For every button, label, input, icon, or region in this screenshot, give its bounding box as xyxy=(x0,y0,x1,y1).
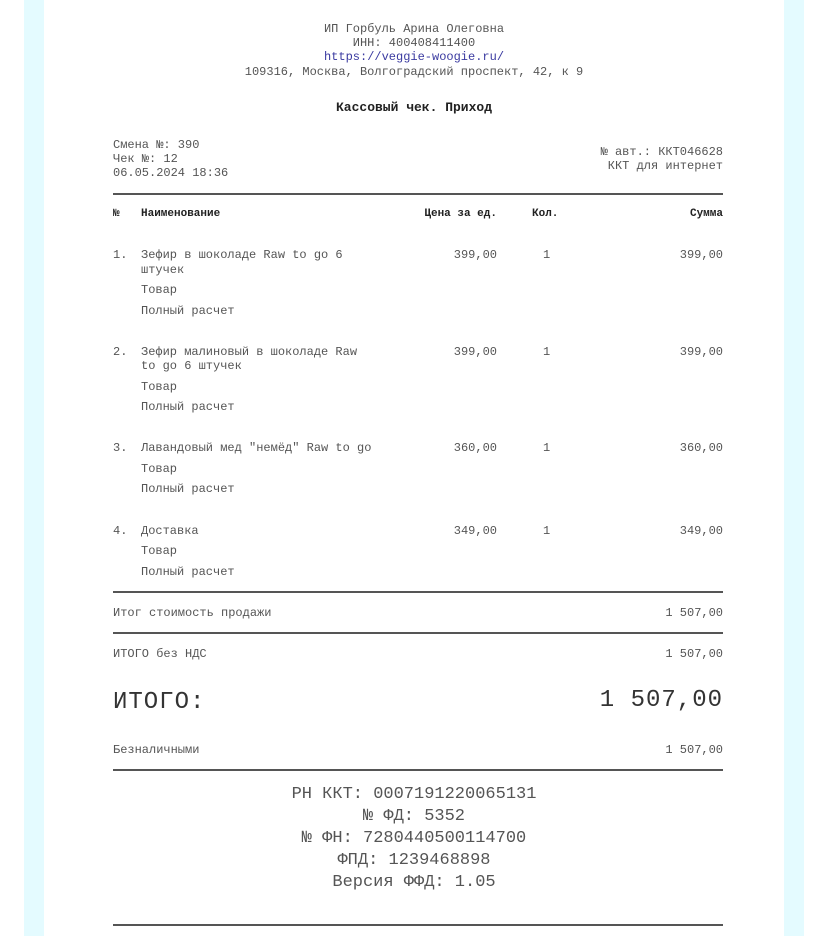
item-name: Доставка xyxy=(141,524,199,538)
item-price: 399,00 xyxy=(453,345,497,359)
no-vat-label: ИТОГО без НДС xyxy=(113,647,207,661)
item-qty: 1 xyxy=(543,441,551,455)
divider xyxy=(113,769,723,771)
item-sum: 399,00 xyxy=(679,248,723,262)
grand-total-value: 1 507,00 xyxy=(599,687,723,714)
item-sum: 399,00 xyxy=(679,345,723,359)
sale-total-label: Итог стоимость продажи xyxy=(113,606,272,620)
item-num: 3. xyxy=(113,441,128,455)
item-payment: Полный расчет xyxy=(141,400,235,414)
item-type: Товар xyxy=(141,544,178,558)
cashless-value: 1 507,00 xyxy=(665,743,723,757)
kkt-type: ККТ для интернет xyxy=(607,159,723,173)
shift-number: Смена №: 390 xyxy=(113,138,200,152)
item-type: Товар xyxy=(141,380,178,394)
col-qty: Кол. xyxy=(532,208,559,220)
fd-number: № ФД: 5352 xyxy=(362,807,466,826)
item-sum: 349,00 xyxy=(679,524,723,538)
item-sum: 360,00 xyxy=(679,441,723,455)
item-price: 399,00 xyxy=(453,248,497,262)
seller-inn: ИНН: 400408411400 xyxy=(352,36,476,50)
item-payment: Полный расчет xyxy=(141,304,235,318)
auto-number: № авт.: ККТ046628 xyxy=(600,145,723,159)
divider xyxy=(113,924,723,926)
grand-total-label: ИТОГО: xyxy=(113,689,206,716)
rn-kkt: РН ККТ: 0007191220065131 xyxy=(291,785,537,804)
check-number: Чек №: 12 xyxy=(113,152,178,166)
receipt-title: Кассовый чек. Приход xyxy=(335,100,493,115)
item-qty: 1 xyxy=(543,345,551,359)
col-price: Цена за ед. xyxy=(424,208,497,220)
item-name: Зефир в шоколаде Raw to go 6 xyxy=(141,248,343,262)
seller-name: ИП Горбуль Арина Олеговна xyxy=(323,22,505,36)
item-num: 4. xyxy=(113,524,128,538)
fn-number: № ФН: 7280440500114700 xyxy=(301,829,527,848)
receipt-datetime: 06.05.2024 18:36 xyxy=(113,166,229,180)
col-sum: Сумма xyxy=(689,208,723,220)
item-type: Товар xyxy=(141,462,178,476)
fpd: ФПД: 1239468898 xyxy=(337,851,491,870)
sale-total-value: 1 507,00 xyxy=(665,606,723,620)
item-num: 2. xyxy=(113,345,128,359)
item-type: Товар xyxy=(141,283,178,297)
col-name: Наименование xyxy=(141,208,221,220)
item-name: Лавандовый мед "немёд" Raw to go xyxy=(141,441,372,455)
item-name-cont: штучек xyxy=(141,263,185,277)
item-qty: 1 xyxy=(543,524,551,538)
item-price: 360,00 xyxy=(453,441,497,455)
item-name-cont: to go 6 штучек xyxy=(141,359,242,373)
item-price: 349,00 xyxy=(453,524,497,538)
item-num: 1. xyxy=(113,248,128,262)
item-name: Зефир малиновый в шоколаде Raw xyxy=(141,345,358,359)
item-payment: Полный расчет xyxy=(141,482,235,496)
divider xyxy=(113,632,723,634)
seller-address: 109316, Москва, Волгоградский проспект, 42, к 9 xyxy=(244,65,584,79)
ffd-version: Версия ФФД: 1.05 xyxy=(332,873,496,892)
cashless-label: Безналичными xyxy=(113,743,200,757)
item-qty: 1 xyxy=(543,248,551,262)
divider xyxy=(113,591,723,593)
no-vat-value: 1 507,00 xyxy=(665,647,723,661)
col-num: № xyxy=(113,208,120,220)
item-payment: Полный расчет xyxy=(141,565,235,579)
divider xyxy=(113,193,723,195)
seller-url-link[interactable]: https://veggie-woogie.ru/ xyxy=(323,50,505,64)
